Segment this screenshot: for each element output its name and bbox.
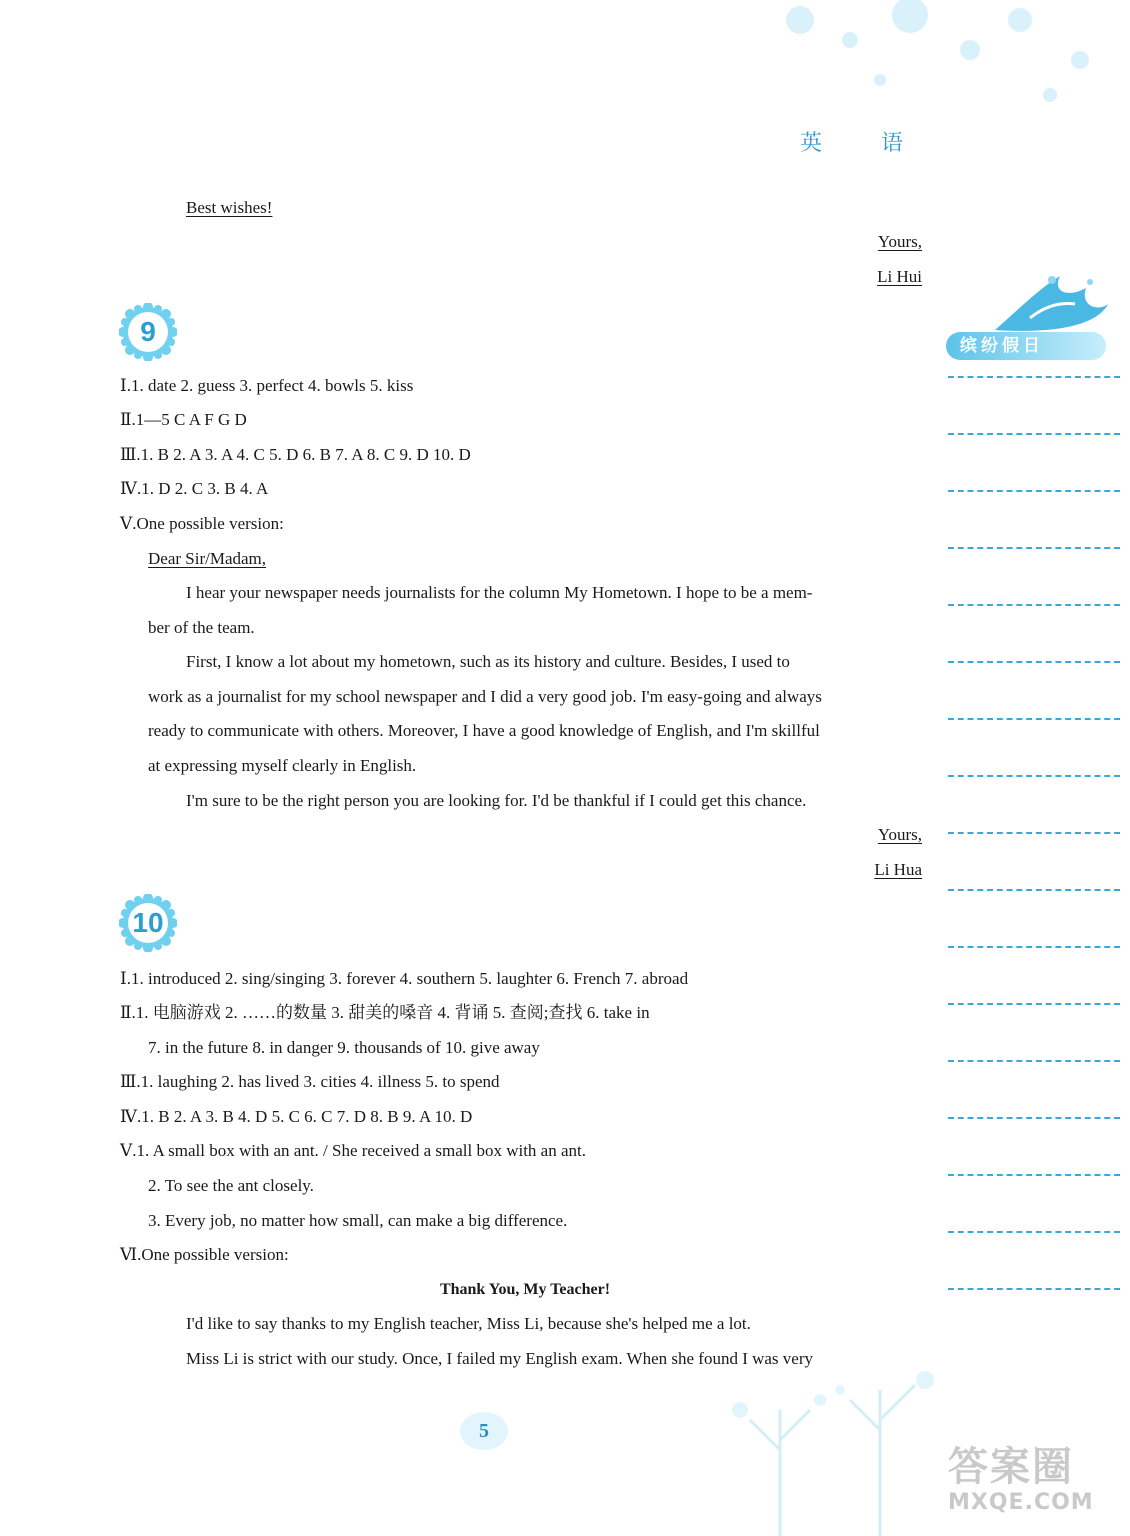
answer-line: Ⅴ.One possible version: [120,514,284,533]
answer-line: Ⅲ.1. B 2. A 3. A 4. C 5. D 6. B 7. A 8. C 9. D 10. D [120,445,471,464]
note-line [948,661,1120,663]
page-number: 5 [479,1420,489,1442]
essay-line: First, I know a lot about my hometown, such as its history and culture. Besides, I used to [186,652,790,671]
essay-line: I'd like to say thanks to my English teacher, Miss Li, because she's helped me a lot. [186,1314,751,1333]
decorative-snowflake-background [760,0,1130,120]
letter-signature: Li Hui [877,267,922,286]
answer-line: 3. Every job, no matter how small, can make a big difference. [148,1211,568,1230]
answer-line: 2. To see the ant closely. [148,1176,314,1195]
note-line [948,718,1120,720]
unit-badge [119,894,177,952]
answer-line: Ⅳ.1. B 2. A 3. B 4. D 5. C 6. C 7. D 8. B 9. A 10. D [120,1107,473,1126]
unit-number: 9 [140,316,156,347]
brand-label: 缤纷假日 [946,332,1106,360]
note-line [948,775,1120,777]
subject-title: 英 语 [800,131,929,156]
letter-closing: Best wishes! [186,198,273,217]
answer-line: Ⅵ.One possible version: [120,1245,289,1264]
note-line [948,1117,1120,1119]
essay-line: I hear your newspaper needs journalists for the column My Hometown. I hope to be a mem- [186,583,813,602]
unit-badge [119,303,177,361]
wave-splash-icon [990,268,1110,338]
answer-line: Ⅱ.1—5 C A F G D [120,410,247,429]
essay-line: ber of the team. [148,618,255,637]
letter-salutation: Dear Sir/Madam, [148,549,267,568]
essay-line: at expressing myself clearly in English. [148,756,417,775]
note-line [948,1003,1120,1005]
watermark-logo: 答案圈 MXQE.COM [948,1444,1094,1515]
note-line [948,547,1120,549]
decorative-tree-background [680,1330,960,1536]
note-line [948,1060,1120,1062]
note-line [948,1174,1120,1176]
essay-line: Miss Li is strict with our study. Once, I failed my English exam. When she found I was very [186,1349,813,1368]
note-line [948,946,1120,948]
letter-sign-off: Yours, [877,232,922,251]
answer-line: Ⅰ.1. date 2. guess 3. perfect 4. bowls 5. kiss [120,376,414,395]
unit-number: 10 [132,907,164,938]
answer-line: Ⅳ.1. D 2. C 3. B 4. A [120,479,269,498]
answer-line: Ⅱ.1. 电脑游戏 2. ……的数量 3. 甜美的嗓音 4. 背诵 5. 查阅;查找 6. take in [120,1003,650,1022]
note-line [948,889,1120,891]
essay-line: ready to communicate with others. Moreover, I have a good knowledge of English, and I'm skillful [148,721,820,740]
essay-line: work as a journalist for my school newspaper and I did a very good job. I'm easy-going and always [148,687,822,706]
note-line [948,490,1120,492]
answer-line: Ⅰ.1. introduced 2. sing/singing 3. forever 4. southern 5. laughter 6. French 7. abroad [120,969,689,988]
answer-line: Ⅲ.1. laughing 2. has lived 3. cities 4. illness 5. to spend [120,1072,500,1091]
letter-signature: Li Hua [874,860,922,879]
note-line [948,604,1120,606]
letter-sign-off: Yours, [877,825,922,844]
note-line [948,1288,1120,1290]
answer-line: Ⅴ.1. A small box with an ant. / She received a small box with an ant. [120,1141,586,1160]
note-line [948,376,1120,378]
answer-line: 7. in the future 8. in danger 9. thousands of 10. give away [148,1038,540,1057]
note-line [948,1231,1120,1233]
essay-line: I'm sure to be the right person you are looking for. I'd be thankful if I could get this chance. [186,791,807,810]
note-line [948,832,1120,834]
essay-title: Thank You, My Teacher! [439,1281,611,1298]
note-line [948,433,1120,435]
